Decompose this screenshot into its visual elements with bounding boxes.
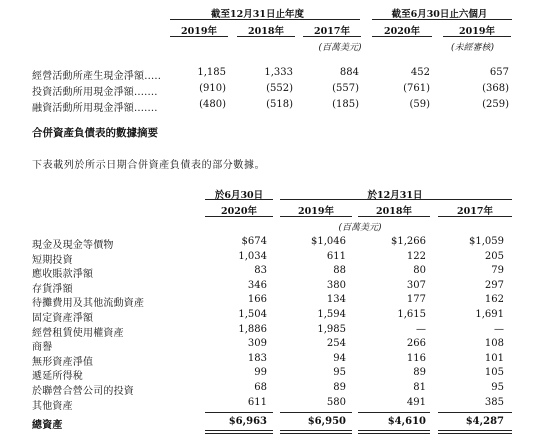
balance-cell: 88 [333, 265, 346, 277]
cashflow-cell: (761) [403, 83, 430, 94]
balance-june-rule [205, 199, 273, 200]
cashflow-row-label: 經營活動所產生現金淨額..... [32, 71, 162, 82]
cashflow-cell: (518) [266, 99, 293, 110]
cashflow-year-2018: 2018年 [248, 26, 284, 37]
balance-total-rule [280, 412, 352, 413]
balance-total-rule [438, 412, 512, 413]
cashflow-cell: (368) [482, 83, 509, 94]
balance-total-double-rule [205, 430, 273, 431]
balance-cell: 68 [254, 382, 267, 393]
balance-cell: 81 [413, 382, 426, 393]
cashflow-cell: (59) [409, 99, 430, 110]
balance-cell: 162 [484, 294, 504, 306]
balance-cell: 491 [406, 396, 426, 408]
balance-cell: 346 [247, 279, 267, 291]
cashflow-cell: 452 [410, 67, 430, 78]
cashflow-annual-rule [170, 19, 360, 20]
balance-cell: 177 [406, 294, 426, 306]
balance-cell: 95 [333, 367, 346, 379]
balance-year-rule [358, 216, 430, 217]
cashflow-annual-header: 截至12月31日止年度 [211, 9, 304, 20]
cashflow-year-rule [303, 36, 361, 37]
balance-year-2020: 2020年 [221, 206, 257, 217]
cashflow-year-2019-interim: 2019年 [459, 26, 495, 37]
balance-cell: 1,594 [317, 309, 346, 320]
balance-total-rule [205, 412, 273, 413]
balance-section-title: 合併資產負債表的數據摘要 [32, 127, 158, 139]
cashflow-unit-label: (百萬美元) [318, 43, 362, 53]
balance-total-label: 總資產 [32, 420, 63, 432]
balance-cell: 89 [413, 367, 426, 379]
balance-cell: 266 [406, 338, 426, 350]
cashflow-year-2017: 2017年 [314, 26, 350, 37]
balance-cell: 307 [406, 279, 426, 291]
balance-row-label: 應收賬款淨額 [32, 269, 94, 281]
balance-year-2017: 2017年 [457, 206, 493, 217]
balance-cell: 183 [247, 352, 267, 364]
balance-cell: 297 [484, 279, 504, 291]
balance-total-rule [358, 412, 430, 413]
balance-cell: 1,985 [317, 323, 346, 335]
balance-cell: 1,504 [238, 309, 267, 320]
balance-cell: 99 [254, 367, 267, 379]
balance-cell: 122 [406, 250, 426, 262]
balance-cell: 385 [484, 396, 504, 408]
balance-row-label: 短期投資 [32, 254, 73, 266]
balance-cell: $1,046 [311, 236, 346, 247]
cashflow-row-label: 投資活動所用現金淨額....... [32, 87, 158, 98]
balance-cell: 108 [484, 338, 504, 350]
balance-row-label: 現金及現金等價物 [32, 240, 114, 251]
cashflow-year-rule [443, 36, 511, 37]
balance-total-cell: $6,950 [307, 416, 346, 428]
balance-cell: 79 [491, 265, 504, 277]
balance-cell: 166 [247, 294, 267, 306]
balance-cell: $674 [241, 236, 267, 247]
balance-december-header: 於12月31日 [367, 190, 423, 201]
balance-row-label: 固定資產淨額 [32, 313, 94, 324]
balance-cell: 80 [413, 265, 426, 277]
balance-total-cell: $6,963 [228, 416, 267, 428]
balance-cell: 1,691 [475, 309, 504, 320]
balance-year-rule [280, 216, 352, 217]
balance-cell: 89 [333, 382, 346, 393]
balance-row-label: 其他資產 [32, 400, 73, 412]
balance-cell: 101 [484, 352, 504, 364]
balance-cell: 205 [484, 250, 504, 262]
balance-row-label: 經營租賃使用權資產 [32, 327, 124, 339]
balance-cell: 611 [326, 250, 346, 262]
cashflow-interim-header: 截至6月30日止六個月 [391, 9, 488, 20]
balance-cell: 94 [333, 352, 346, 364]
cashflow-interim-rule [372, 19, 512, 20]
cashflow-row-label: 融資活動所用現金淨額....... [32, 103, 158, 114]
balance-total-double-rule [280, 430, 352, 431]
balance-row-label: 存貨淨額 [32, 283, 73, 295]
balance-cell: 105 [484, 367, 504, 379]
balance-cell: 380 [326, 279, 346, 291]
cashflow-cell: (480) [199, 99, 226, 110]
balance-cell: 309 [247, 338, 267, 350]
balance-total-double-rule [358, 430, 430, 431]
balance-year-rule [438, 216, 512, 217]
cashflow-cell: 657 [489, 67, 509, 78]
balance-cell: 95 [491, 382, 504, 393]
balance-row-label: 於聯營合營公司的投資 [32, 386, 134, 397]
balance-row-label: 無形資產淨值 [32, 356, 94, 368]
balance-row-label: 商譽 [32, 342, 53, 354]
cashflow-year-rule [372, 36, 432, 37]
balance-cell: $1,266 [391, 236, 426, 247]
balance-cell: — [416, 323, 426, 335]
cashflow-cell: (910) [199, 83, 226, 94]
cashflow-year-2020: 2020年 [384, 26, 420, 37]
balance-row-label: 待攤費用及其他流動資產 [32, 298, 145, 310]
balance-total-cell: $4,287 [465, 416, 504, 428]
cashflow-unaudited-label: (未經審核) [450, 43, 495, 53]
balance-cell: $1,059 [469, 236, 504, 247]
balance-year-rule [205, 216, 273, 217]
balance-cell: 611 [247, 396, 267, 408]
balance-cell: — [494, 323, 504, 335]
cashflow-cell: (259) [482, 99, 509, 110]
balance-intro: 下表載列於所示日期合併資產負債表的部分數據。 [32, 160, 266, 171]
balance-june-header: 於6月30日 [214, 190, 264, 201]
balance-row-label: 遞延所得稅 [32, 371, 83, 383]
balance-cell: 1,886 [238, 323, 267, 335]
cashflow-cell: 884 [339, 67, 359, 78]
balance-cell: 134 [326, 294, 346, 306]
cashflow-year-rule [170, 36, 228, 37]
cashflow-cell: 1,333 [264, 67, 293, 78]
cashflow-cell: (557) [332, 83, 359, 94]
balance-year-2019: 2019年 [298, 206, 334, 217]
balance-total-cell: $4,610 [387, 416, 426, 428]
balance-total-double-rule [438, 430, 512, 431]
cashflow-year-rule [237, 36, 295, 37]
balance-cell: 580 [326, 396, 346, 408]
cashflow-cell: (185) [332, 99, 359, 110]
balance-december-rule [280, 199, 512, 200]
balance-unit-label: (百萬美元) [338, 223, 382, 233]
balance-year-2018: 2018年 [376, 206, 412, 217]
balance-cell: 1,034 [238, 250, 267, 262]
balance-cell: 254 [326, 338, 346, 350]
balance-cell: 1,615 [397, 309, 426, 320]
balance-cell: 83 [254, 265, 267, 277]
cashflow-cell: 1,185 [197, 67, 226, 78]
cashflow-year-2019: 2019年 [181, 26, 217, 37]
cashflow-cell: (552) [266, 83, 293, 94]
balance-cell: 116 [406, 352, 426, 364]
